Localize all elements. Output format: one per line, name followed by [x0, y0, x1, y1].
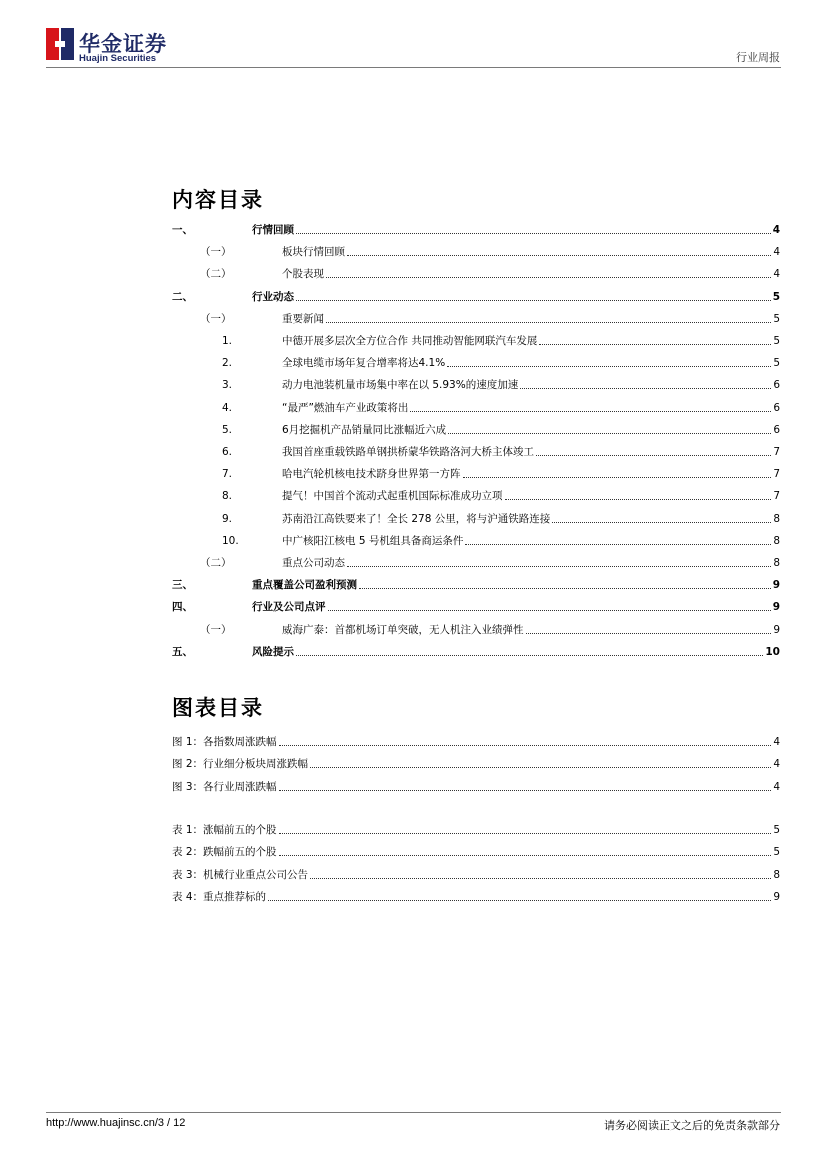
toc-title: 内容目录	[172, 188, 264, 212]
figure-entry-title: 表 4：重点推荐标的	[172, 890, 267, 903]
toc-entry-page: 8	[773, 534, 780, 547]
toc-entry-title: 行情回顾	[252, 224, 294, 236]
toc-entry[interactable]	[0, 643, 780, 659]
toc-entry[interactable]	[0, 243, 780, 259]
toc-leader-dots	[310, 878, 771, 879]
toc-entry-number: 二、	[172, 290, 193, 303]
figure-entry-page: 4	[773, 780, 780, 793]
toc-entry-page: 4	[773, 246, 780, 259]
toc-leader-dots	[268, 900, 771, 901]
toc-leader-dots	[296, 655, 763, 656]
toc-entry[interactable]	[0, 532, 780, 548]
toc-entry-page: 6	[773, 401, 780, 414]
toc-entry-number: （一）	[200, 246, 232, 259]
toc-leader-dots	[465, 544, 771, 545]
toc-entry-page: 7	[773, 490, 780, 503]
toc-entry[interactable]	[0, 288, 780, 304]
toc-entry-body	[282, 334, 780, 348]
toc-entry-number: 8.	[222, 490, 233, 503]
figure-entry-title: 图 2：行业细分板块周涨跌幅	[172, 758, 309, 771]
toc-entry-number: 四、	[172, 601, 193, 614]
toc-leader-dots	[526, 633, 772, 634]
toc-entry-number: 9.	[222, 512, 233, 525]
toc-entry-body	[282, 556, 780, 570]
toc-entry-page: 8	[773, 512, 780, 525]
toc-entry-page: 7	[773, 446, 780, 458]
toc-entry-title: 提气！中国首个流动式起重机国际标准成功立项	[282, 490, 503, 503]
toc-entry-body	[282, 245, 780, 259]
toc-entry-title: 动力电池装机量市场集中率在以 5.93%的速度加速	[282, 379, 519, 392]
toc-entry-page: 4	[773, 268, 780, 281]
figure-entry-page: 8	[773, 868, 780, 881]
toc-entry-body	[252, 645, 780, 659]
toc-entry-title: 威海广泰：首都机场订单突破，无人机注入业绩弹性	[282, 623, 524, 636]
toc-entry-page: 9	[772, 601, 780, 614]
toc-entry-body	[282, 378, 780, 392]
toc-leader-dots	[463, 477, 772, 478]
toc-entry-body	[282, 267, 780, 281]
toc-entry[interactable]	[0, 421, 780, 437]
toc-entry-body	[282, 312, 780, 326]
figure-entry[interactable]	[0, 843, 780, 859]
toc-entry[interactable]	[0, 621, 780, 637]
toc-entry-number: 4.	[222, 401, 233, 414]
toc-entry-title: 中广核阳江核电 5 号机组具备商运条件	[282, 534, 464, 547]
figure-entry-body	[172, 890, 780, 904]
toc-entry-body	[282, 467, 780, 481]
toc-entry-title: 中德开展多层次全方位合作 共同推动智能网联汽车发展	[282, 335, 538, 347]
footer-disclaimer: 请务必阅读正文之后的免责条款部分	[604, 1119, 780, 1132]
figure-entry-title: 图 3：各行业周涨跌幅	[172, 780, 277, 793]
figure-entry-title: 表 1：涨幅前五的个股	[172, 824, 277, 836]
figure-entry-title: 表 3：机械行业重点公司公告	[172, 868, 309, 881]
toc-leader-dots	[520, 388, 771, 389]
toc-entry-number: 7.	[222, 468, 233, 481]
toc-entry-body	[282, 512, 780, 526]
figure-entry[interactable]	[0, 888, 780, 904]
toc-entry-body	[252, 290, 780, 304]
footer-url-page[interactable]: http://www.huajinsc.cn/3 / 12	[46, 1117, 186, 1129]
toc-entry-page: 8	[773, 557, 780, 569]
toc-entry-number: （一）	[200, 312, 232, 325]
figure-entry-body	[172, 757, 780, 771]
toc-entry[interactable]	[0, 310, 780, 326]
toc-entry-page: 4	[772, 224, 780, 236]
toc-leader-dots	[410, 411, 771, 412]
toc-leader-dots	[328, 610, 771, 611]
toc-leader-dots	[552, 522, 771, 523]
toc-entry-title: “最严”燃油车产业政策将出	[282, 401, 409, 414]
toc-leader-dots	[447, 366, 771, 367]
figure-entry[interactable]	[0, 866, 780, 882]
toc-entry-title: 重点覆盖公司盈利预测	[252, 579, 357, 592]
toc-leader-dots	[296, 300, 771, 301]
toc-entry[interactable]	[0, 487, 780, 503]
toc-leader-dots	[326, 322, 771, 323]
brand-name-cn: 华金证券	[79, 32, 167, 56]
footer-divider	[46, 1112, 781, 1113]
toc-entry[interactable]	[0, 465, 780, 481]
toc-entry-number: （二）	[200, 557, 232, 569]
toc-entry-title: 6月挖掘机产品销量同比涨幅近六成	[282, 423, 447, 436]
figure-entry-body	[172, 735, 780, 749]
toc-entry-number: 6.	[222, 446, 233, 458]
figure-entry[interactable]	[0, 755, 780, 771]
toc-entry-body	[252, 600, 780, 614]
toc-entry-number: 一、	[172, 224, 193, 236]
header-divider	[46, 67, 781, 68]
figure-entry-body	[172, 845, 780, 859]
toc-entry-title: 板块行情回顾	[282, 246, 345, 259]
toc-entry-number: 2.	[222, 357, 233, 370]
toc-entry-body	[282, 423, 780, 437]
figure-entry-page: 9	[773, 890, 780, 903]
toc-leader-dots	[279, 790, 772, 791]
toc-entry[interactable]	[0, 354, 780, 370]
toc-entry[interactable]	[0, 376, 780, 392]
toc-entry-page: 9	[772, 579, 780, 592]
toc-entry[interactable]	[0, 399, 780, 415]
toc-entry[interactable]	[0, 510, 780, 526]
toc-leader-dots	[347, 566, 771, 567]
toc-entry-page: 5	[773, 357, 780, 370]
toc-entry-title: 苏南沿江高铁要来了！全长 278 公里，将与沪通铁路连接	[282, 512, 551, 525]
toc-entry-title: 哈电汽轮机核电技术跻身世界第一方阵	[282, 468, 461, 481]
figure-entry-body	[172, 780, 780, 794]
toc-entry-number: 10.	[222, 534, 239, 547]
toc-entry[interactable]	[0, 265, 780, 281]
toc-entry[interactable]	[0, 554, 780, 570]
toc-entry-page: 7	[773, 468, 780, 481]
toc-entry-title: 重要新闻	[282, 312, 324, 325]
brand-name-en: Huajin Securities	[79, 53, 157, 64]
toc-entry-page: 9	[773, 623, 780, 636]
toc-entry-title: 行业及公司点评	[252, 601, 326, 614]
toc-entry-page: 10	[765, 645, 780, 658]
figure-entry-body	[172, 868, 780, 882]
toc-entry-body	[282, 623, 780, 637]
figure-entry[interactable]	[0, 821, 780, 837]
toc-entry[interactable]	[0, 576, 780, 592]
toc-entry-page: 6	[773, 379, 780, 392]
figure-entry-title: 图 1：各指数周涨跌幅	[172, 736, 277, 748]
toc-leader-dots	[536, 455, 771, 456]
toc-entry-number: （二）	[200, 268, 232, 281]
figure-entry-body	[172, 823, 780, 837]
huajin-logo-icon	[46, 28, 74, 60]
toc-entry-title: 我国首座重载铁路单钢拱桥蒙华铁路洛河大桥主体竣工	[282, 446, 534, 458]
toc-entry[interactable]	[0, 598, 780, 614]
toc-entry-number: 3.	[222, 379, 233, 392]
toc-leader-dots	[310, 767, 771, 768]
toc-leader-dots	[448, 433, 771, 434]
toc-entry-number: 5.	[222, 423, 233, 436]
toc-leader-dots	[347, 255, 771, 256]
toc-entry-body	[282, 445, 780, 459]
company-logo	[46, 28, 178, 64]
figures-title: 图表目录	[172, 696, 264, 720]
toc-entry-title: 个股表现	[282, 268, 324, 281]
toc-entry[interactable]	[0, 332, 780, 348]
toc-entry-number: （一）	[200, 623, 232, 636]
figure-entry[interactable]	[0, 733, 780, 749]
toc-entry-page: 5	[772, 290, 780, 303]
figure-entry-page: 4	[773, 758, 780, 771]
toc-entry-page: 5	[773, 335, 780, 347]
figure-entry-page: 5	[773, 846, 780, 859]
toc-entry[interactable]	[0, 221, 780, 237]
toc-entry-number: 1.	[222, 335, 233, 347]
toc-entry-title: 重点公司动态	[282, 557, 345, 569]
toc-entry[interactable]	[0, 443, 780, 459]
toc-entry-body	[252, 578, 780, 592]
toc-entry-body	[282, 489, 780, 503]
toc-leader-dots	[279, 855, 772, 856]
figure-entry-title: 表 2：跌幅前五的个股	[172, 846, 277, 859]
toc-leader-dots	[539, 344, 771, 345]
toc-entry-title: 全球电缆市场年复合增率将达4.1%	[282, 357, 446, 370]
toc-entry-title: 风险提示	[252, 645, 294, 658]
toc-leader-dots	[296, 233, 771, 234]
toc-entry-page: 6	[773, 423, 780, 436]
toc-leader-dots	[505, 499, 772, 500]
toc-entry-number: 五、	[172, 645, 193, 658]
toc-leader-dots	[279, 745, 772, 746]
toc-leader-dots	[326, 277, 771, 278]
toc-entry-body	[282, 534, 780, 548]
toc-leader-dots	[359, 588, 771, 589]
toc-entry-body	[252, 223, 780, 237]
figure-entry-page: 5	[773, 824, 780, 836]
figure-entry-page: 4	[773, 736, 780, 748]
toc-entry-title: 行业动态	[252, 290, 294, 303]
toc-entry-body	[282, 356, 780, 370]
toc-leader-dots	[279, 833, 772, 834]
toc-entry-number: 三、	[172, 579, 193, 592]
figure-entry[interactable]	[0, 778, 780, 794]
report-type: 行业周报	[736, 51, 780, 64]
toc-entry-body	[282, 401, 780, 415]
toc-entry-page: 5	[773, 312, 780, 325]
